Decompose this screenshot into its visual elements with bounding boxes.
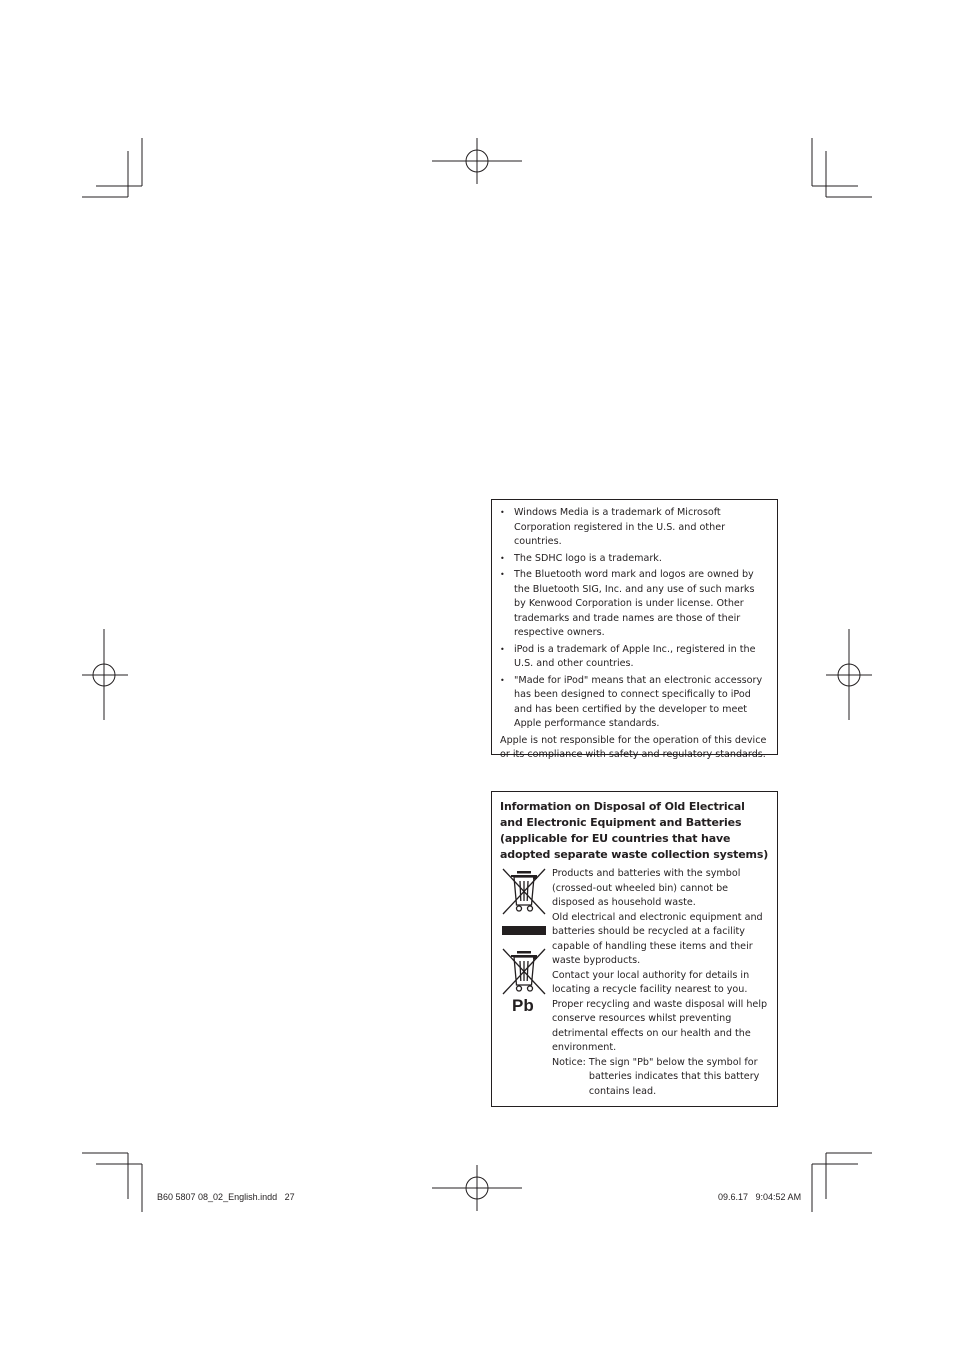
pb-label: Pb [512,996,534,1015]
notice-text: The sign "Pb" below the symbol for batteries indicates that this battery contains lead. [588,1056,760,1097]
disposal-paragraph: Contact your local authority for details in locating a recycle facility nearest to you. [552,969,750,995]
disposal-title: Information on Disposal of Old Electrical and Electronic Equipment and Batteries (applicable for EU countries that have adopted separate waste collection systems) [500,800,769,861]
crop-mark-top-right [812,138,872,197]
footer-file-info: B60 5807 08_02_English.indd 27 [157,1192,295,1202]
trademark-item-windows-media: • Windows Media is a trademark of Microsoft Corporation registered in the U.S. and other countries. [500,506,769,550]
apple-disclaimer: Apple is not responsible for the operation of this device or its compliance with safety and regulatory standards. [500,734,767,760]
trademark-item-sdhc: • The SDHC logo is a trademark. [500,552,769,567]
footer-timestamp: 09.6.17 9:04:52 AM [718,1192,802,1202]
crossed-out-wheeled-bin-icon [500,947,548,997]
notice [552,1056,769,1100]
trademark-list [500,506,769,732]
crop-mark-top-left [82,138,142,197]
weee-bar [502,926,546,935]
trademark-item-bluetooth: • The Bluetooth word mark and logos are owned by the Bluetooth SIG, Inc. and any use of such marks by Kenwood Corporation is under license. Other trademarks and trade names are those of their respective owners. [500,568,769,641]
registration-mark-top [432,138,522,184]
registration-mark-bottom [432,1165,522,1211]
registration-mark-left [82,629,128,720]
trademark-item-made-for-ipod: • "Made for iPod" means that an electronic accessory has been designed to connect specifically to iPod and has been certified by the developer to meet Apple performance standards. [500,674,769,732]
trademarks-box [491,499,778,760]
disposal-paragraph: Old electrical and electronic equipment and batteries should be recycled at a facility capable of handling these items and their waste byproducts. [552,911,763,966]
disposal-paragraph: Proper recycling and waste disposal will help conserve resources whilst preventing detrimental effects on our health and the environment. [552,998,768,1053]
disposal-paragraph: Products and batteries with the symbol (crossed-out wheeled bin) cannot be disposed as household waste. [552,868,741,908]
crossed-out-wheeled-bin-icon [500,867,548,917]
crop-mark-bottom-right [812,1153,872,1212]
trademark-item-ipod: • iPod is a trademark of Apple Inc., registered in the U.S. and other countries. [500,643,769,672]
disposal-body [500,867,769,1099]
registration-mark-right [826,629,872,720]
crop-mark-bottom-left [82,1153,142,1212]
disposal-icons [500,867,550,1015]
disposal-info-box [491,791,778,1107]
notice-label: Notice: [552,1056,586,1068]
disposal-text [552,867,769,1099]
